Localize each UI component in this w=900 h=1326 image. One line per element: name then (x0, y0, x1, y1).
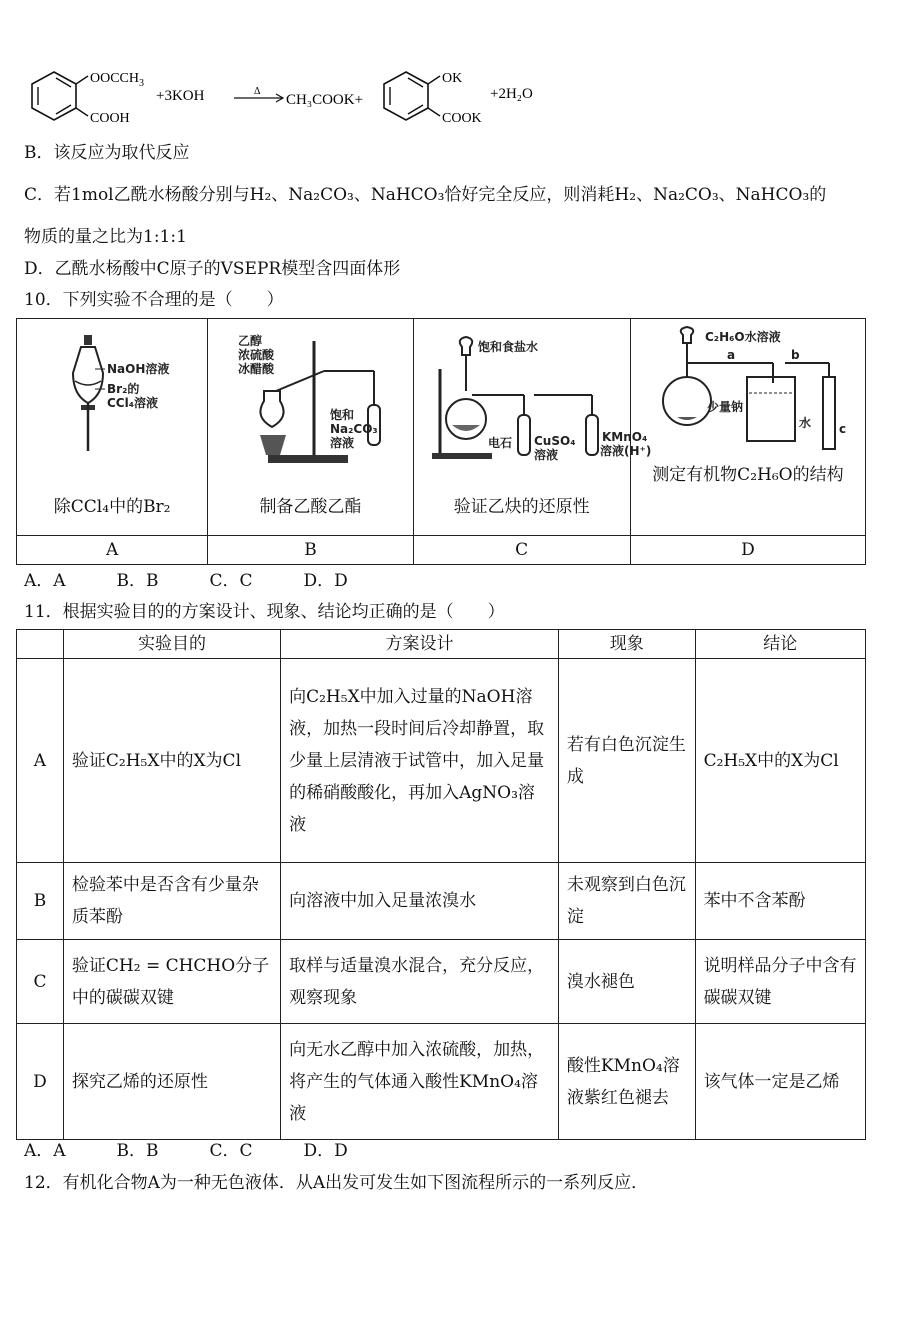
label-ccl4: CCl₄溶液 (107, 396, 158, 410)
q11-row-purpose: 探究乙烯的还原性 (63, 1024, 280, 1140)
q11-table (16, 629, 866, 1140)
q10-cell-d (630, 319, 865, 536)
right-group-1: OK (442, 71, 463, 86)
separatory-funnel-diagram (67, 333, 197, 468)
svg-text:浓硫酸: 浓硫酸 (238, 348, 275, 362)
q10-label-b: B (208, 536, 413, 565)
svg-text:b: b (790, 348, 800, 362)
table-row (17, 1024, 866, 1140)
q12-stem: 12．有机化合物A为一种无色液体．从A出发可发生如下图流程所示的一系列反应． (24, 1173, 649, 1193)
q11-row-purpose: 验证C₂H₅X中的X为Cl (63, 659, 280, 863)
q10-label-c: C (413, 536, 630, 565)
q11-row-id: D (17, 1024, 64, 1140)
acetylene-setup-diagram (432, 335, 651, 480)
q11-row-phenomenon: 酸性KMnO₄溶液紫红色褪去 (558, 1024, 695, 1140)
q11-row-purpose: 验证CH₂ = CHCHO分子中的碳碳双键 (63, 940, 280, 1024)
q11-row-id: A (17, 659, 64, 863)
table-row (17, 659, 866, 863)
svg-text:C₂H₆O水溶液: C₂H₆O水溶液 (704, 330, 781, 344)
svg-text:a: a (726, 348, 735, 362)
q11-row-id: B (17, 863, 64, 940)
svg-text:乙醇: 乙醇 (238, 334, 263, 348)
reaction-equation (24, 64, 544, 128)
q11-row-id: C (17, 940, 64, 1024)
q10-caption-d: 测定有机物C₂H₆O的结构 (652, 465, 844, 485)
q11-row-purpose: 检验苯中是否含有少量杂质苯酚 (63, 863, 280, 940)
q11-row-design: 取样与适量溴水混合，充分反应，观察现象 (281, 940, 559, 1024)
heat-condition: Δ (254, 86, 261, 97)
svg-text:Na₂CO₃: Na₂CO₃ (330, 422, 378, 436)
q11-row-design: 向无水乙醇中加入浓硫酸，加热，将产生的气体通入酸性KMnO₄溶液 (281, 1024, 559, 1140)
ester-setup-diagram (234, 331, 404, 476)
option-b: B．该反应为取代反应 (24, 143, 190, 163)
q11-header-design: 方案设计 (281, 630, 559, 659)
left-group-1: $OOCCH_3$ (90, 71, 145, 89)
q10-cell-a (17, 319, 208, 536)
q11-header-row (17, 630, 866, 659)
svg-text:c: c (838, 422, 846, 436)
q11-header-purpose: 实验目的 (63, 630, 280, 659)
q10-cell-b (208, 319, 413, 536)
q10-stem: 10．下列实验不合理的是（ ） (24, 290, 284, 310)
svg-text:溶液: 溶液 (330, 436, 355, 450)
label-br2: Br₂的 (107, 382, 140, 396)
svg-text:冰醋酸: 冰醋酸 (238, 362, 275, 376)
q11-row-conclusion: 说明样品分子中含有碳碳双键 (695, 940, 865, 1024)
svg-text:CuSO₄: CuSO₄ (533, 434, 576, 448)
svg-text:溶液: 溶液 (533, 448, 558, 462)
svg-text:水: 水 (798, 416, 811, 430)
product-ch3cook: CH₃COOK+ (286, 92, 364, 108)
q11-row-design: 向C₂H₅X中加入过量的NaOH溶液，加热一段时间后冷却静置，取少量上层清液于试管中，加入足量的稀硝酸酸化，再加入AgNO₃溶液 (281, 659, 559, 863)
table-row (17, 863, 866, 940)
q10-caption-b: 制备乙酸乙酯 (259, 497, 362, 517)
option-d: D．乙酰水杨酸中C原子的VSEPR模型含四面体形 (24, 259, 401, 279)
left-group-2: COOH (90, 111, 130, 126)
q10-answer-options: A．A B．B C．C D．D (24, 571, 348, 591)
svg-text:溶液(H⁺): 溶液(H⁺) (599, 444, 651, 458)
product-water: +2H₂O (490, 86, 533, 102)
q11-row-phenomenon: 若有白色沉淀生成 (558, 659, 695, 863)
option-c-line2: 物质的量之比为1:1:1 (24, 227, 187, 247)
q11-row-conclusion: C₂H₅X中的X为Cl (695, 659, 865, 863)
q11-row-conclusion: 苯中不含苯酚 (695, 863, 865, 940)
q11-row-phenomenon: 未观察到白色沉淀 (558, 863, 695, 940)
q11-header-blank (17, 630, 64, 659)
reagent-koh: +3KOH (156, 88, 205, 104)
q10-caption-a: 除CCl₄中的Br₂ (53, 497, 171, 517)
svg-text:饱和食盐水: 饱和食盐水 (477, 340, 538, 354)
q11-stem: 11．根据实验目的的方案设计、现象、结论均正确的是（ ） (24, 602, 505, 622)
q11-header-phenomenon: 现象 (558, 630, 695, 659)
q10-caption-c: 验证乙炔的还原性 (453, 497, 590, 517)
q11-header-conclusion: 结论 (695, 630, 865, 659)
q11-row-conclusion: 该气体一定是乙烯 (695, 1024, 865, 1140)
svg-text:电石: 电石 (487, 436, 512, 450)
svg-text:饱和: 饱和 (330, 408, 355, 422)
q10-label-a: A (17, 536, 208, 565)
q10-table (16, 318, 866, 565)
q11-row-design: 向溶液中加入足量浓溴水 (281, 863, 559, 940)
q11-row-phenomenon: 溴水褪色 (558, 940, 695, 1024)
label-naoh: NaOH溶液 (107, 362, 170, 376)
equation-structures (24, 64, 544, 128)
option-c-line1: C．若1mol乙酰水杨酸分别与H₂、Na₂CO₃、NaHCO₃恰好完全反应，则消耗H₂、Na₂CO₃、NaHCO₃的 (24, 185, 827, 205)
svg-text:KMnO₄: KMnO₄ (601, 430, 647, 444)
right-group-2: COOK (442, 111, 482, 126)
q11-answer-options: A．A B．B C．C D．D (24, 1141, 348, 1161)
ethanol-structure-setup-diagram (665, 327, 855, 462)
svg-text:少量钠: 少量钠 (706, 400, 743, 414)
table-row (17, 940, 866, 1024)
q10-label-d: D (630, 536, 865, 565)
q10-cell-c (413, 319, 651, 536)
